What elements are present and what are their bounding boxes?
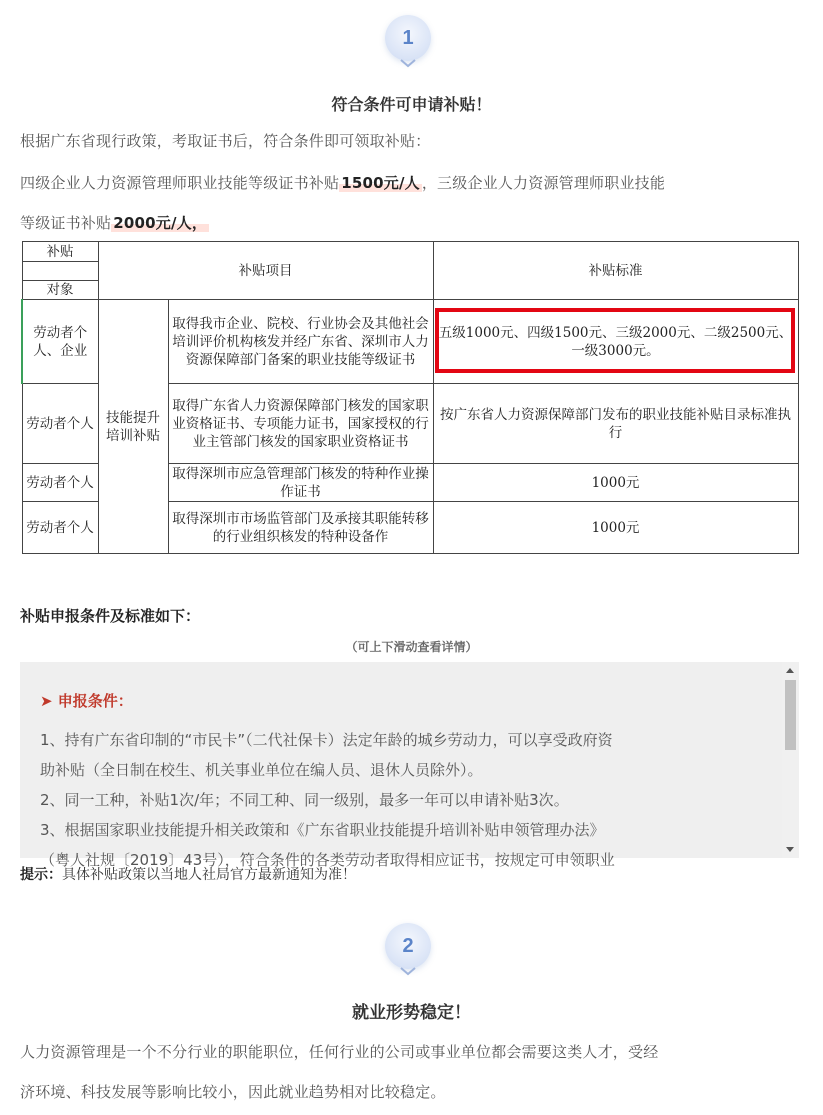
employment-text: 济环境、科技发展等影响比较小，因此就业趋势相对比较稳定。 [20, 1083, 446, 1101]
row-item: 取得广东省人力资源保障部门核发的国家职业资格证书、专项能力证书，国家授权的行业主管部门核发的国家职业资格证书 [168, 384, 433, 464]
condition-line: 1、持有广东省印制的“市民卡”（二代社保卡）法定年龄的城乡劳动力，可以享受政府资 [40, 731, 613, 749]
conditions-content [40, 690, 780, 875]
tip-body: 具体补贴政策以当地人社局官方最新通知为准！ [62, 867, 356, 883]
row-standard: 1000元 [433, 464, 798, 502]
row-item: 取得深圳市市场监管部门及承接其职能转移的行业组织核发的特种设备作 [168, 502, 433, 554]
condition-line: 3、根据国家职业技能提升相关政策和《广东省职业技能提升培训补贴申领管理办法》 [40, 821, 605, 839]
scrollbar-thumb[interactable] [785, 680, 796, 750]
scroll-up-icon[interactable] [786, 668, 794, 673]
condition-line: （粤人社规〔2019〕43号），符合条件的各类劳动者取得相应证书，按规定可申领职业 [40, 851, 615, 869]
highlight-box [435, 308, 795, 373]
section-number-badge [385, 923, 431, 969]
condition-line: 助补贴（全日制在校生、机关事业单位在编人员、退休人员除外）。 [40, 761, 483, 779]
section-title: 就业形势稳定！ [352, 1003, 471, 1023]
header-target-cell [22, 242, 98, 300]
row-target: 劳动者个人 [22, 384, 98, 464]
header-item: 补贴项目 [98, 242, 433, 300]
scrollbar[interactable] [782, 662, 799, 858]
header-target: 对象 [46, 281, 74, 298]
tip-text [20, 864, 356, 884]
section-number-badge [385, 15, 431, 61]
conditions-title: ➤ 申报条件： [40, 692, 133, 710]
tip-label: 提示： [20, 867, 62, 883]
subsidy-amount-highlight: 1500元/人 [341, 174, 420, 192]
subsidy-amount-highlight: 2000元/人， [113, 214, 208, 232]
section-title: 符合条件可申请补贴！ [331, 95, 492, 114]
header-subsidy: 补贴 [23, 243, 98, 262]
subsidy-table [21, 241, 799, 554]
subsidy-line [20, 172, 665, 193]
header-standard: 补贴标准 [433, 242, 798, 300]
row-item: 取得我市企业、院校、行业协会及其他社会培训评价机构核发并经广东省、深圳市人力资源保障部门备案的职业技能等级证书 [168, 300, 433, 384]
row-standard: 1000元 [433, 502, 798, 554]
scroll-hint: （可上下滑动查看详情） [345, 640, 478, 654]
row-target: 劳动者个人 [22, 464, 98, 502]
chevron-down-icon [399, 966, 417, 976]
row-target: 劳动者个人、企业 [22, 300, 98, 384]
condition-line: 2、同一工种，补贴1次/年；不同工种、同一级别，最多一年可以申请补贴3次。 [40, 791, 569, 809]
row-target: 劳动者个人 [22, 502, 98, 554]
apply-heading: 补贴申报条件及标准如下： [20, 607, 201, 625]
subsidy-table-image [21, 241, 800, 553]
subsidy-text: ，三级企业人力资源管理师职业技能 [421, 174, 666, 192]
subsidy-text: 等级证书补贴 [20, 214, 112, 232]
chevron-down-icon [399, 58, 417, 68]
row-item: 取得深圳市应急管理部门核发的特种作业操作证书 [168, 464, 433, 502]
scroll-down-icon[interactable] [786, 847, 794, 852]
subsidy-line [20, 212, 209, 233]
conditions-scroll-box[interactable] [20, 662, 799, 869]
employment-text: 人力资源管理是一个不分行业的职能职位，任何行业的公司或事业单位都会需要这类人才，受经 [20, 1043, 659, 1061]
intro-text: 根据广东省现行政策，考取证书后，符合条件即可领取补贴： [20, 132, 431, 150]
section-number: 2 [402, 934, 414, 957]
row-standard: 按广东省人力资源保障部门发布的职业技能补贴目录标准执行 [433, 384, 798, 464]
section-number: 1 [402, 26, 414, 49]
category-cell: 技能提升培训补贴 [98, 300, 168, 554]
subsidy-text: 四级企业人力资源管理师职业技能等级证书补贴 [20, 174, 340, 192]
row-standard: 五级1000元、四级1500元、三级2000元、二级2500元、一级3000元。 [433, 300, 798, 384]
